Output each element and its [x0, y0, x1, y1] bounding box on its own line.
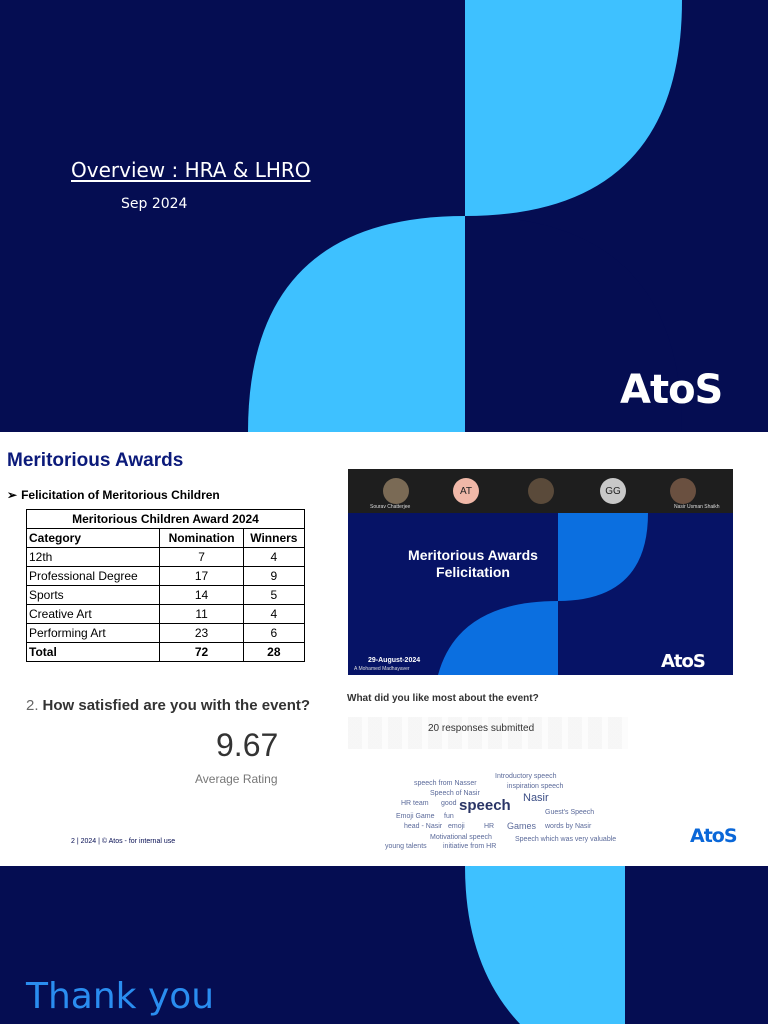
awards-table-title: Meritorious Children Award 2024: [27, 510, 305, 529]
atos-logo: AtoS: [690, 825, 737, 847]
column-header: Category: [27, 529, 160, 548]
awards-heading: Meritorious Awards: [7, 450, 184, 471]
table-row: [27, 586, 305, 605]
word-cloud-word: HR: [484, 823, 495, 830]
word-cloud-word: Speech of Nasir: [430, 790, 480, 797]
average-rating-value: 9.67: [216, 727, 279, 763]
participant-avatar: GG: [600, 478, 626, 504]
presenter-name: A Mohamed Madhayaver: [354, 666, 410, 672]
table-cell: 23: [160, 624, 243, 643]
shared-slide: [348, 513, 733, 675]
slide-footer: 2 | 2024 | © Atos - for internal use: [71, 838, 176, 845]
word-cloud-word: HR team: [401, 800, 429, 807]
shared-slide-title: Meritorious Awards Felicitation: [408, 547, 538, 580]
table-cell: 17: [160, 567, 243, 586]
participant-avatar: [670, 478, 696, 504]
table-cell: 7: [160, 548, 243, 567]
atos-logo: AtoS: [620, 367, 723, 413]
table-cell: Professional Degree: [27, 567, 160, 586]
table-total-row: [27, 643, 305, 662]
table-cell: 5: [243, 586, 304, 605]
arrow-bullet-icon: ➢: [7, 488, 18, 502]
cover-slide: [0, 0, 768, 432]
participant-avatar: [383, 478, 409, 504]
table-cell: Creative Art: [27, 605, 160, 624]
shared-slide-date: 29-August-2024: [368, 657, 421, 664]
word-cloud-word: Nasir: [523, 792, 549, 804]
table-cell: 4: [243, 548, 304, 567]
atos-logo: AtoS: [661, 651, 705, 672]
awards-slide: [0, 432, 768, 866]
survey-question-3: What did you like most about the event?: [347, 693, 539, 704]
table-cell: 11: [160, 605, 243, 624]
table-cell: 14: [160, 586, 243, 605]
word-cloud-word: Emoji Game: [396, 813, 435, 820]
table-cell: 12th: [27, 548, 160, 567]
word-cloud-word: good: [441, 800, 457, 807]
participant-strip: [348, 469, 733, 513]
survey-question-2: 2. How satisfied are you with the event?: [26, 697, 311, 714]
table-cell: 4: [243, 605, 304, 624]
table-row: [27, 605, 305, 624]
word-cloud-word: speech from Nasser: [414, 780, 477, 787]
average-rating-label: Average Rating: [195, 772, 278, 786]
table-cell: 28: [243, 643, 304, 662]
word-cloud-word: head - Nasir: [404, 823, 443, 830]
word-cloud-word: fun: [444, 813, 454, 820]
table-row: [27, 567, 305, 586]
table-cell: 6: [243, 624, 304, 643]
awards-bullet: ➢ Felicitation of Meritorious Children: [7, 488, 220, 502]
responses-count: 20 responses submitted: [428, 723, 535, 734]
participant-name: Sourav Chatterjee: [370, 504, 411, 510]
word-cloud-word: initiative from HR: [443, 843, 497, 850]
word-cloud-word: words by Nasir: [545, 823, 592, 830]
word-cloud-word: Guest's Speech: [545, 809, 595, 816]
word-cloud-word: inspiration speech: [507, 783, 564, 790]
word-cloud-word: Motivational speech: [430, 834, 492, 841]
word-cloud-word: Speech which was very valuable: [515, 836, 617, 843]
table-cell: 72: [160, 643, 243, 662]
column-header: Winners: [243, 529, 304, 548]
meeting-screenshot: [348, 469, 733, 675]
participant-name: Nasir Usman Shaikh: [674, 504, 720, 510]
word-cloud-word: Games: [507, 821, 537, 831]
table-row: [27, 624, 305, 643]
participant-avatar: [528, 478, 554, 504]
table-cell: Performing Art: [27, 624, 160, 643]
participant-avatar: AT: [453, 478, 479, 504]
column-header: Nomination: [160, 529, 243, 548]
word-cloud-word: young talents: [385, 843, 427, 850]
table-cell: 9: [243, 567, 304, 586]
table-cell: Total: [27, 643, 160, 662]
cover-subtitle: Sep 2024: [121, 196, 188, 212]
table-header-row: [27, 529, 305, 548]
table-cell: Sports: [27, 586, 160, 605]
thank-you-text: Thank you: [26, 976, 215, 1017]
word-cloud-word: speech: [459, 797, 511, 814]
awards-table: [26, 509, 305, 662]
word-cloud-word: Introductory speech: [495, 773, 557, 780]
table-row: [27, 548, 305, 567]
cover-title: Overview : HRA & LHRO: [71, 158, 311, 182]
closing-slide: [0, 866, 768, 1024]
word-cloud-word: emoji: [448, 823, 465, 830]
